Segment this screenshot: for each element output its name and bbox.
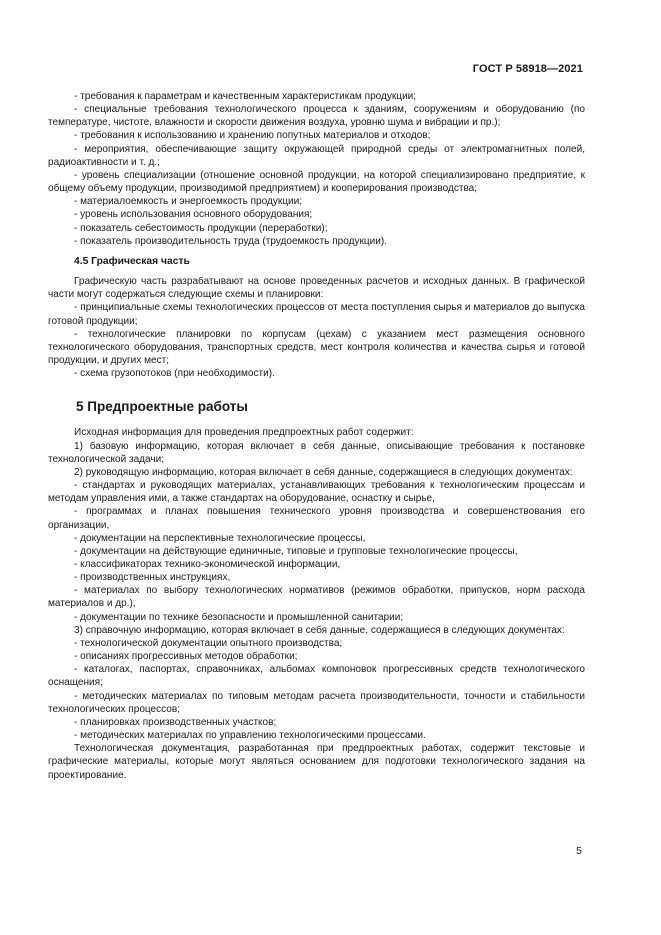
list-item: - планировках производственных участков;: [74, 716, 277, 728]
list-item: - схема грузопотоков (при необходимости).: [74, 368, 275, 380]
list-item: - требования к использованию и хранению попутных материалов и отходов;: [74, 130, 431, 142]
list-item: - специальные требования технологического процесса к зданиям, сооружениям и оборудованию (по температуре, чистоте, влажности и скорости движения воздуха, уровню шума и вибрации и пр.);: [48, 104, 585, 129]
body-text: [48, 90, 585, 782]
list-item: - стандартах и руководящих материалах, устанавливающих требования к технологическим процессам и методам управления ими, а также стандартах на оборудование, оснастку и сырье,: [48, 480, 585, 505]
paragraph: Технологическая документация, разработанная при предпроектных работах, содержит текстовые и графические материалы, которые могут являться основанием для подготовки технологического задания на проектирование.: [48, 743, 585, 781]
list-item: - классификаторах технико-экономической информации,: [74, 559, 341, 570]
section-heading-4-5: 4.5 Графическая часть: [74, 255, 190, 267]
list-item: - программах и планах повышения технического уровня производства и совершенствования его организации,: [48, 506, 585, 531]
list-item: - материалоемкость и энергоемкость продукции;: [74, 196, 303, 208]
list-item: - документации на перспективные технологические процессы,: [74, 532, 366, 544]
standard-header: ГОСТ Р 58918—2021: [472, 63, 583, 75]
list-item: - каталогах, паспортах, справочниках, альбомах компоновок прогрессивных средств технологического оснащения;: [48, 664, 585, 689]
section-heading-5: 5 Предпроектные работы: [76, 399, 248, 415]
list-item: - принципиальные схемы технологических процессов от места поступления сырья и материалов до выпуска готовой продукции;: [48, 302, 585, 327]
list-item: - методических материалах по управлению технологическими процессами.: [74, 730, 426, 742]
list-item: - материалах по выбору технологических нормативов (режимов обработки, припусков, норм расхода материалов и др.),: [48, 585, 585, 610]
list-item: 1) базовую информацию, которая включает в себя данные, описывающие требования к постановке технологической задачи;: [48, 440, 585, 465]
list-item: - уровень использования основного оборудования;: [74, 209, 313, 221]
paragraph: Графическую часть разрабатывают на основе проведенных расчетов и исходных данных. В графической части могут содержаться следующие схемы и планировки:: [48, 276, 585, 301]
list-item: - документации на действующие единичные, типовые и групповые технологические процессы,: [74, 545, 518, 557]
list-item: - описаниях прогрессивных методов обработки;: [74, 651, 298, 663]
list-item: - производственных инструкциях,: [74, 572, 231, 584]
list-item: - технологической документации опытного производства;: [74, 637, 343, 649]
list-item: 2) руководящую информацию, которая включает в себя данные, содержащиеся в следующих документах:: [74, 466, 573, 478]
list-item: - методических материалах по типовым методам расчета производительности, точности и стабильности технологических процессов;: [48, 690, 585, 715]
list-item: - показатель себестоимость продукции (переработки);: [74, 222, 328, 234]
list-item: - уровень специализации (отношение основной продукции, на которой специализировано предприятие, к общему объему продукции, производимой предприятием) и кооперирования производства;: [48, 169, 585, 195]
list-item: - документации по технике безопасности и промышленной санитарии;: [74, 611, 404, 623]
list-item: - мероприятия, обеспечивающие защиту окружающей природной среды от электромагнитных полей, радиоактивности и т. д.;: [48, 143, 585, 168]
list-item: - требования к параметрам и качественным характеристикам продукции;: [74, 91, 417, 102]
list-item: - технологические планировки по корпусам (цехам) с указанием мест размещения основного технологического оборудования, транспортных средств, мест контроля количества и качества сырья и готовой продукции, и других мест;: [48, 328, 585, 366]
page-number: 5: [576, 845, 582, 857]
list-item: - показатель производительность труда (трудоемкость продукции).: [74, 235, 387, 247]
list-item: 3) справочную информацию, которая включает в себя данные, содержащиеся в следующих документах:: [74, 624, 565, 636]
paragraph: Исходная информация для проведения предпроектных работ содержит:: [74, 427, 414, 439]
